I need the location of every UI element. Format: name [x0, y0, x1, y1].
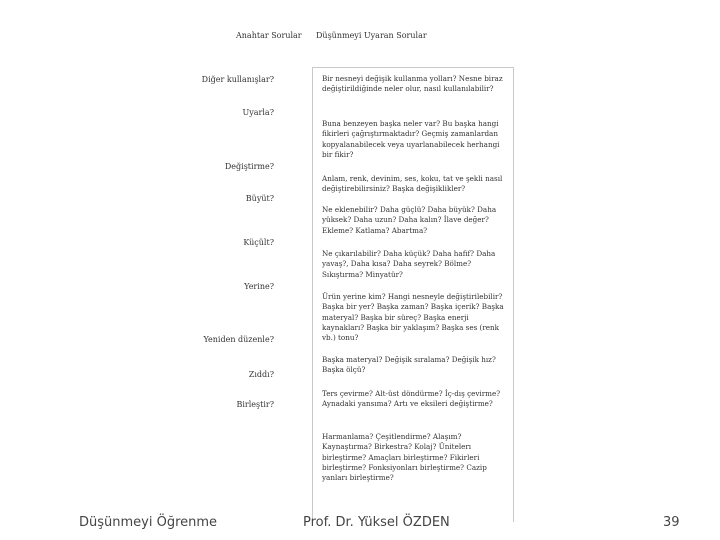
- header-left: Anahtar Sorular: [236, 31, 302, 40]
- page-number: 39: [663, 515, 680, 530]
- question-rearrange: Yeniden düzenle?: [203, 335, 274, 344]
- question-magnify: Büyüt?: [245, 194, 274, 203]
- question-substitute: Yerine?: [244, 282, 274, 291]
- question-reverse: Zıddı?: [248, 370, 274, 379]
- answer-substitute: Ürün yerine kim? Hangi nesneyle değiştirilebilir? Başka bir yer? Başka zaman? Başka içerik? Başka materyal? Başka bir süreç? Başka enerji kaynakları? Başka bir yaklaşım? Başka ses (renk vb.) tonu?: [322, 292, 504, 343]
- answer-magnify: Ne eklenebilir? Daha güçlü? Daha büyük? Daha yüksek? Daha uzun? Daha kalın? İlave değer? Ekleme? Katlama? Abartma?: [322, 205, 497, 235]
- footer-author: Prof. Dr. Yüksel ÖZDEN: [303, 515, 450, 530]
- question-adapt: Uyarla?: [242, 108, 274, 117]
- header-right: Düşünmeyi Uyaran Sorular: [316, 31, 427, 40]
- answer-combine: Harmanlama? Çeşitlendirme? Alaşım? Kaynaştırma? Birkestra? Kolaj? Ünitelerı birleştirme? Amaçları birleştirme? Fikirleri birleştirme? Fonksiyonları birleştirme? Cazip yanları birleştirme?: [322, 432, 487, 483]
- question-modify: Değiştirme?: [224, 162, 274, 171]
- question-other-uses: Diğer kullanışlar?: [201, 75, 274, 84]
- answer-minify: Ne çıkarılabilir? Daha küçük? Daha hafif? Daha yavaş?, Daha kısa? Daha seyrek? Bölme? Sıkıştırma? Minyatür?: [322, 249, 496, 279]
- question-minify: Küçült?: [243, 238, 274, 247]
- answer-modify: Anlam, renk, devinim, ses, koku, tat ve şekli nasıl değiştirebilirsiniz? Başka değişiklikler?: [322, 174, 503, 194]
- answer-other-uses: Bir nesneyi değişik kullanma yolları? Nesne biraz değiştirildiğinde neler olur, nasıl kullanılabilir?: [322, 74, 503, 94]
- answer-adapt: Buna benzeyen başka neler var? Bu başka hangi fikirleri çağrıştırmaktadır? Geçmiş zamanlardan kopyalanabilecek veya uyarlanabilecek herhangi bir fikir?: [322, 119, 500, 159]
- footer-title: Düşünmeyi Öğrenme: [79, 515, 218, 530]
- answer-reverse: Ters çevirme? Alt-üst döndürme? İç-dış çevirme? Aynadaki yansıma? Artı ve eksileri değiştirme?: [322, 389, 501, 409]
- question-combine: Birleştir?: [236, 400, 274, 409]
- answer-rearrange: Başka materyal? Değişik sıralama? Değişik hız? Başka ölçü?: [322, 355, 496, 375]
